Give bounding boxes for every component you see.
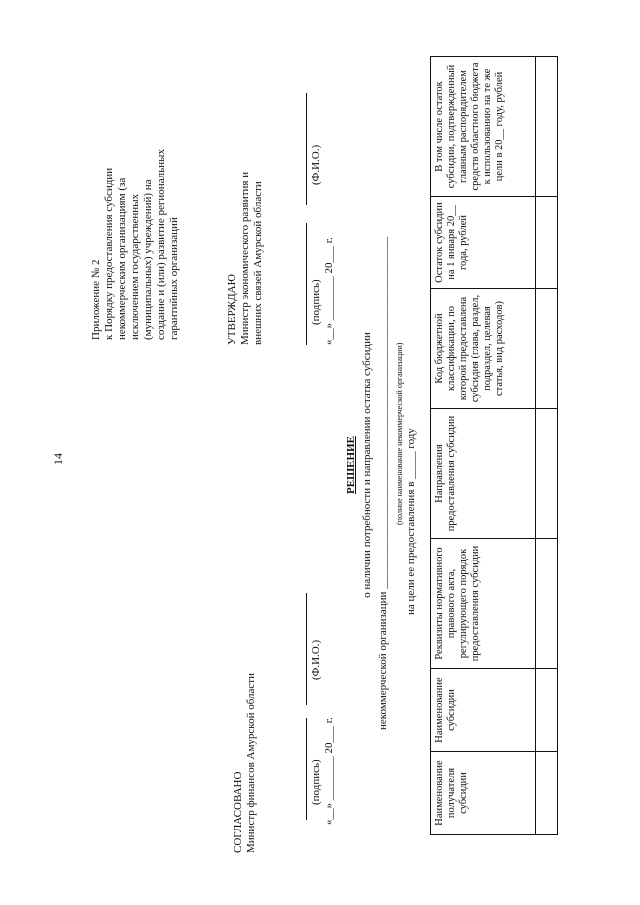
approved-signature-caption: (подпись) bbox=[310, 279, 322, 325]
table-cell bbox=[536, 289, 558, 409]
appendix-title: Приложение № 2 bbox=[90, 259, 102, 340]
appendix-line: некоммерческим организациям (за bbox=[116, 177, 128, 340]
appendix-line: создание и (или) развитие региональных bbox=[155, 149, 167, 340]
agreed-signature-line bbox=[306, 718, 307, 820]
table-cell bbox=[536, 669, 558, 752]
approved-block bbox=[226, 65, 265, 345]
table-header-cell: Направления предоставления субсидии bbox=[431, 409, 536, 539]
appendix-line: гарантийных организаций bbox=[168, 217, 180, 340]
table-header-cell: Код бюджетной классификации, по которой предоставлена субсидия (глава, раздел, подраздел, целевая статья, вид расходов) bbox=[431, 289, 536, 409]
table-header-cell: Наименование получателя субсидии bbox=[431, 752, 536, 835]
agreed-name-caption: (Ф.И.О.) bbox=[310, 639, 322, 680]
approved-signature-line bbox=[306, 223, 307, 345]
purpose-row bbox=[405, 255, 418, 615]
org-caption: (полное наименование некоммерческой организации) bbox=[395, 342, 404, 525]
table-header-cell: В том числе остаток субсидии, подтвержденный главным распорядителем средств областного бюджета к использованию на те же цели в 20__ году, рублей bbox=[431, 57, 536, 197]
decision-title: РЕШЕНИЕ bbox=[345, 436, 357, 494]
agreed-signature-caption: (подпись) bbox=[310, 759, 322, 805]
table-cell bbox=[536, 197, 558, 289]
appendix-line: исключением государственных bbox=[129, 193, 141, 340]
table-header-cell: Реквизиты нормативного правового акта, регулирующего порядок предоставления субсидии bbox=[431, 539, 536, 669]
agreed-name-line bbox=[306, 593, 307, 705]
table-cell bbox=[536, 752, 558, 835]
appendix-line: к Порядку предоставления субсидии bbox=[103, 167, 115, 340]
table-cell bbox=[536, 409, 558, 539]
agreed-position: Министр финансов Амурской области bbox=[245, 673, 257, 853]
approved-label: УТВЕРЖДАЮ bbox=[226, 274, 238, 345]
table-row bbox=[536, 57, 558, 835]
subsidy-table bbox=[430, 56, 558, 835]
purpose-fill-line: _____ bbox=[405, 448, 417, 479]
approved-position: внешних связей Амурской области bbox=[252, 181, 264, 345]
table-cell bbox=[536, 57, 558, 197]
purpose-prefix: на цели ее предоставления в bbox=[405, 481, 417, 615]
page-number: 14 bbox=[51, 453, 65, 465]
agreed-date-suffix: г. bbox=[323, 717, 335, 724]
table-header-cell: Наименование субсидии bbox=[431, 669, 536, 752]
agreed-block bbox=[232, 593, 258, 853]
decision-subtitle: о наличии потребности и направлении остатка субсидии bbox=[361, 332, 373, 598]
approved-name-line bbox=[306, 93, 307, 205]
agreed-date: «__» ________ 20___ г. bbox=[323, 717, 335, 825]
agreed-label: СОГЛАСОВАНО bbox=[232, 771, 244, 853]
approved-date-year: 20 bbox=[323, 262, 335, 274]
approved-date-open: «__» bbox=[323, 320, 335, 345]
appendix-block bbox=[90, 40, 181, 340]
table-header-cell: Остаток субсидии на 1 января 20__ года, рублей bbox=[431, 197, 536, 289]
agreed-date-year: 20 bbox=[323, 742, 335, 754]
approved-name-caption: (Ф.И.О.) bbox=[310, 144, 322, 185]
approved-date-suffix: г. bbox=[323, 237, 335, 244]
agreed-date-open: «__» bbox=[323, 800, 335, 825]
approved-date: «__» ________ 20___ г. bbox=[323, 237, 335, 345]
org-fill-line: ________________________________________________________________ bbox=[377, 236, 389, 589]
org-row bbox=[377, 170, 390, 730]
table-cell bbox=[536, 539, 558, 669]
table-header-row bbox=[431, 57, 536, 835]
purpose-suffix: году bbox=[405, 428, 417, 449]
org-prefix: некоммерческой организации bbox=[377, 591, 389, 730]
approved-position: Министр экономического развития и bbox=[239, 171, 251, 345]
appendix-line: (муниципальных) учреждений) на bbox=[142, 179, 154, 340]
